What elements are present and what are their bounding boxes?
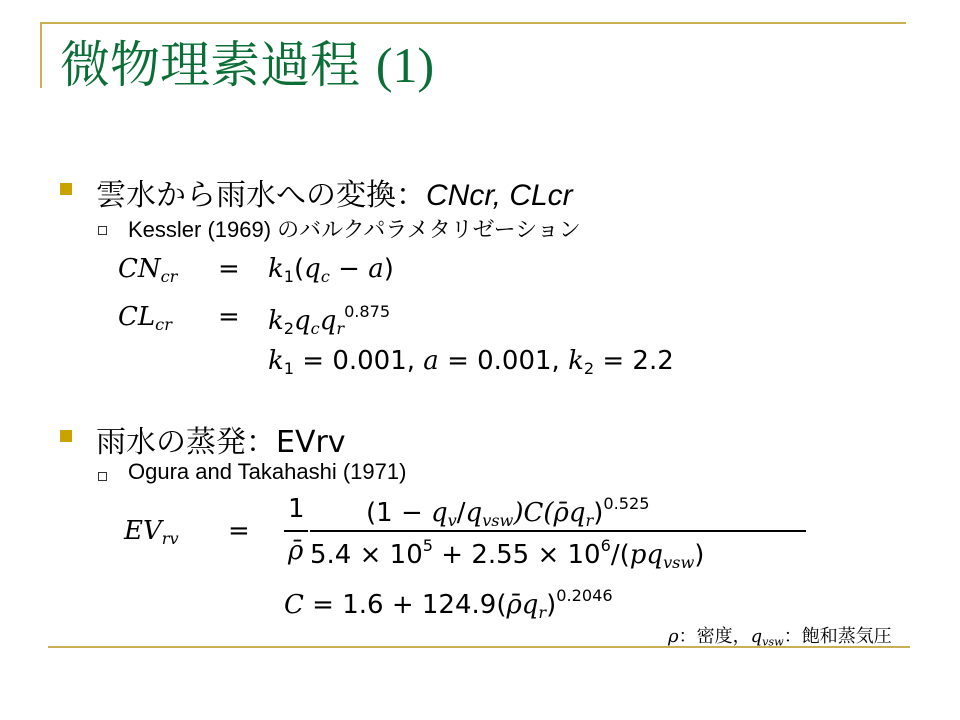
bullet-square-icon <box>60 430 72 442</box>
top-rule <box>40 22 906 24</box>
eq-clcr-lhs: $CL_{cr}$ <box>118 302 172 334</box>
eq-evrv-rho: ρ̄ <box>288 536 304 566</box>
eq-cncr-equals: = <box>218 254 240 284</box>
eq-c: $C = 1.6 + 124.9(\rhōq_r)^{0.2046}$ <box>284 586 613 622</box>
section2-sub: Ogura and Takahashi (1971) <box>128 459 407 484</box>
eq-cncr-lhs: $CN_{cr}$ <box>118 254 178 286</box>
slide-title <box>60 26 434 104</box>
title-text: 微物理素過程 <box>60 36 360 94</box>
symbol-note: ρ：密度，$q_{vsw}$：飽和蒸気圧 <box>668 626 892 649</box>
eq-evrv-fraction-bar <box>310 530 806 532</box>
eq-constants: $k_1 = 0.001$, a = 0.001, $k_2 = 2.2$ <box>268 346 674 378</box>
section1-heading-text: 雲水から雨水への変換： <box>96 178 426 213</box>
section1-heading <box>96 170 573 214</box>
eq-clcr-rhs: $k_2q_cq_r^{0.875}$ <box>268 302 391 338</box>
section1-heading-vars: CNcr, CLcr <box>426 179 573 212</box>
eq-clcr-equals: = <box>218 302 240 332</box>
eq-evrv-fraction-bar-small <box>284 530 308 532</box>
eq-evrv-lhs: $EV_{rv}$ <box>124 516 179 548</box>
bullet-square-icon <box>60 183 72 195</box>
eq-cncr-rhs: $k_1(q_c - a)$ <box>268 254 394 286</box>
left-rule <box>40 22 42 88</box>
sub-bullet-square-icon <box>98 472 107 481</box>
eq-evrv-equals: = <box>228 516 250 546</box>
title-number: (1) <box>375 37 435 93</box>
eq-evrv-numerator: $(1 - q_v/q_{vsw})C(\rhōq_r)^{0.525}$ <box>366 494 650 530</box>
sub-bullet-square-icon <box>98 226 107 235</box>
eq-evrv-one: 1 <box>288 494 305 524</box>
section2-heading: 雨水の蒸発：EVrv <box>96 425 346 460</box>
section1-sub: Kessler (1969) のバルクパラメタリゼーション <box>128 217 581 242</box>
eq-evrv-denominator: $5.4 \times 10^5 + 2.55 \times 10^6/(pq_{vsw})$ <box>310 536 705 572</box>
